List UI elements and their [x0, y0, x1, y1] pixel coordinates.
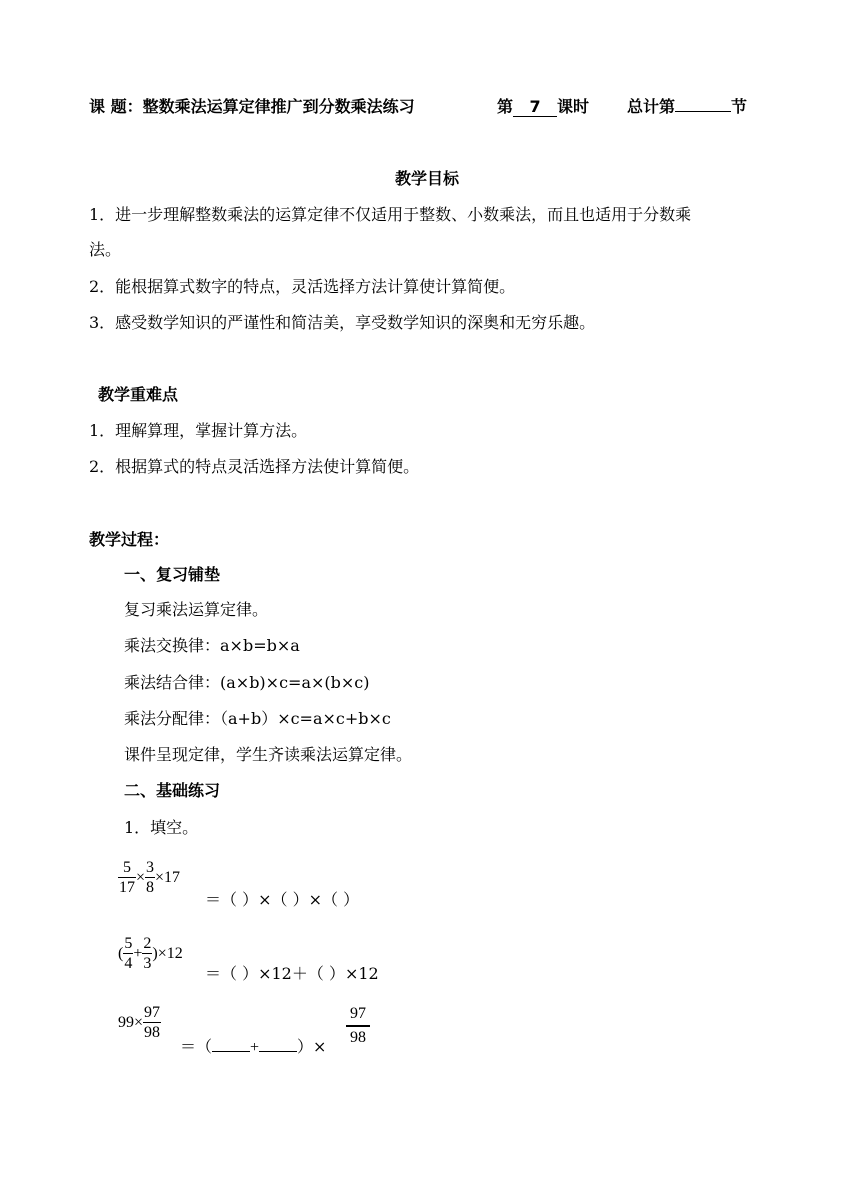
- equation-3: 99× $\frac{97}{98}$: [118, 1004, 161, 1041]
- section-practice-title: 二、基础练习: [124, 781, 221, 800]
- objective-item: 3．感受数学知识的严谨性和简洁美，享受数学知识的深奥和无穷乐趣。: [89, 313, 596, 332]
- section-review-title: 一、复习铺垫: [124, 565, 221, 584]
- review-line: 课件呈现定律，学生齐读乘法运算定律。: [124, 745, 413, 764]
- fraction: $\frac{3}{8}$: [146, 859, 155, 896]
- fraction: $\frac{97}{98}$: [346, 1003, 370, 1049]
- key-point-item: 2．根据算式的特点灵活选择方法使计算简便。: [89, 457, 420, 476]
- lesson-suffix: 课时: [557, 97, 590, 116]
- objective-item: 2．能根据算式数字的特点，灵活选择方法计算使计算简便。: [89, 277, 516, 296]
- question-fill-blank: 1．填空。: [124, 818, 199, 837]
- fraction: $\frac{97}{98}$: [144, 1004, 161, 1041]
- total-prefix: 总计第: [627, 97, 676, 116]
- key-points-title: 教学重难点: [98, 385, 179, 404]
- lesson-number: [497, 97, 589, 117]
- lesson-header: [89, 97, 415, 117]
- commutative-law: 乘法交换律：a×b=b×a: [124, 636, 300, 655]
- process-title: 教学过程：: [89, 530, 170, 549]
- blank: [259, 1051, 297, 1052]
- equation-1: $\frac{5}{17}$ × $\frac{3}{8}$ ×17: [119, 859, 181, 896]
- blank: [212, 1051, 250, 1052]
- total-count: [627, 97, 747, 117]
- fraction: $\frac{5}{4}$: [124, 935, 133, 972]
- equation-3-rhs: ＝（ + ）×: [180, 1037, 327, 1056]
- topic-label: 课 题：: [89, 97, 143, 116]
- objective-item: 法。: [89, 240, 122, 259]
- topic-title: 整数乘法运算定律推广到分数乘法练习: [142, 97, 415, 116]
- objectives-title: 教学目标: [395, 169, 460, 188]
- equation-2: ( $\frac{5}{4}$ + $\frac{2}{3}$ )×12: [118, 935, 183, 972]
- fraction: $\frac{5}{17}$: [119, 859, 135, 896]
- associative-law: 乘法结合律：(a×b)×c=a×(b×c): [124, 673, 370, 692]
- equation-1-rhs: ＝（ ）×（ ）×（ ）: [205, 890, 360, 909]
- objective-item: 1．进一步理解整数乘法的运算定律不仅适用于整数、小数乘法，而且也适用于分数乘: [89, 205, 692, 224]
- lesson-prefix: 第: [497, 97, 514, 116]
- review-line: 复习乘法运算定律。: [124, 600, 269, 619]
- lesson-number-value: 7: [513, 98, 557, 117]
- equation-3-fraction: [346, 1003, 370, 1049]
- total-suffix: 节: [731, 97, 748, 116]
- distributive-law: 乘法分配律：（a+b）×c=a×c+b×c: [124, 709, 391, 728]
- key-point-item: 1．理解算理，掌握计算方法。: [89, 421, 308, 440]
- total-count-blank: [675, 111, 731, 112]
- equation-2-rhs: ＝（ ）×12＋（ ）×12: [205, 964, 379, 983]
- fraction: $\frac{2}{3}$: [143, 935, 152, 972]
